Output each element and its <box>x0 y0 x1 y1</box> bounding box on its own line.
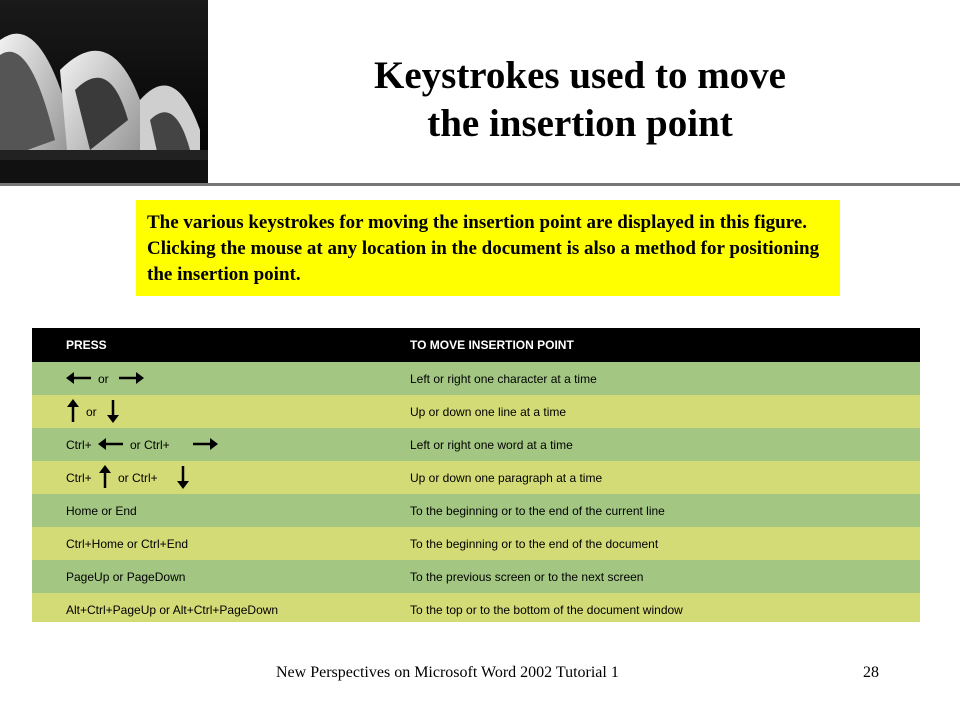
title-line-1: Keystrokes used to move <box>374 54 786 97</box>
table-header <box>32 328 920 362</box>
corner-photo-opera-house <box>0 0 208 184</box>
row-action: To the previous screen or to the next screen <box>410 570 644 584</box>
row-action: To the beginning or to the end of the document <box>410 537 659 551</box>
keystroke-table <box>32 328 920 622</box>
row-or-text: or <box>98 372 109 386</box>
right-arrow-icon <box>118 371 144 385</box>
table-row <box>32 395 920 428</box>
row-press: PageUp or PageDown <box>66 570 186 584</box>
left-arrow-icon <box>66 371 92 385</box>
header-move: TO MOVE INSERTION POINT <box>410 338 574 352</box>
table-row <box>32 428 920 461</box>
up-arrow-icon <box>98 465 112 489</box>
row-action: To the beginning or to the end of the current line <box>410 504 665 518</box>
row-press: Ctrl+Home or Ctrl+End <box>66 537 189 551</box>
row-press: Alt+Ctrl+PageUp or Alt+Ctrl+PageDown <box>66 603 279 617</box>
page-number: 28 <box>863 664 879 681</box>
row-press: Home or End <box>66 504 137 518</box>
table-row <box>32 593 920 622</box>
row-or-text: or Ctrl+ <box>130 438 170 452</box>
table-row <box>32 527 920 560</box>
row-ctrl-text: Ctrl+ <box>66 438 92 452</box>
table-row <box>32 461 920 494</box>
row-or-text: or <box>86 405 97 419</box>
row-action: Up or down one line at a time <box>410 405 567 419</box>
slide-title <box>300 52 860 148</box>
table-row <box>32 494 920 527</box>
row-action: Left or right one character at a time <box>410 372 597 386</box>
footer-text: New Perspectives on Microsoft Word 2002 Tutorial 1 <box>276 664 619 681</box>
row-action: Up or down one paragraph at a time <box>410 471 603 485</box>
down-arrow-icon <box>176 465 190 489</box>
left-arrow-icon <box>98 437 124 451</box>
table-row <box>32 560 920 593</box>
right-arrow-icon <box>192 437 218 451</box>
title-line-2: the insertion point <box>427 102 733 145</box>
row-action: To the top or to the bottom of the document window <box>410 603 683 617</box>
row-action: Left or right one word at a time <box>410 438 573 452</box>
description-callout: The various keystrokes for moving the insertion point are displayed in this figure. Clicking the mouse at any location in the document is also a method for positioning the insertion point. <box>136 200 840 296</box>
table-row <box>32 362 920 395</box>
header-press: PRESS <box>66 338 107 352</box>
down-arrow-icon <box>106 399 120 423</box>
row-or-text: or Ctrl+ <box>118 471 158 485</box>
row-ctrl-text: Ctrl+ <box>66 471 92 485</box>
up-arrow-icon <box>66 399 80 423</box>
title-divider <box>0 183 960 186</box>
